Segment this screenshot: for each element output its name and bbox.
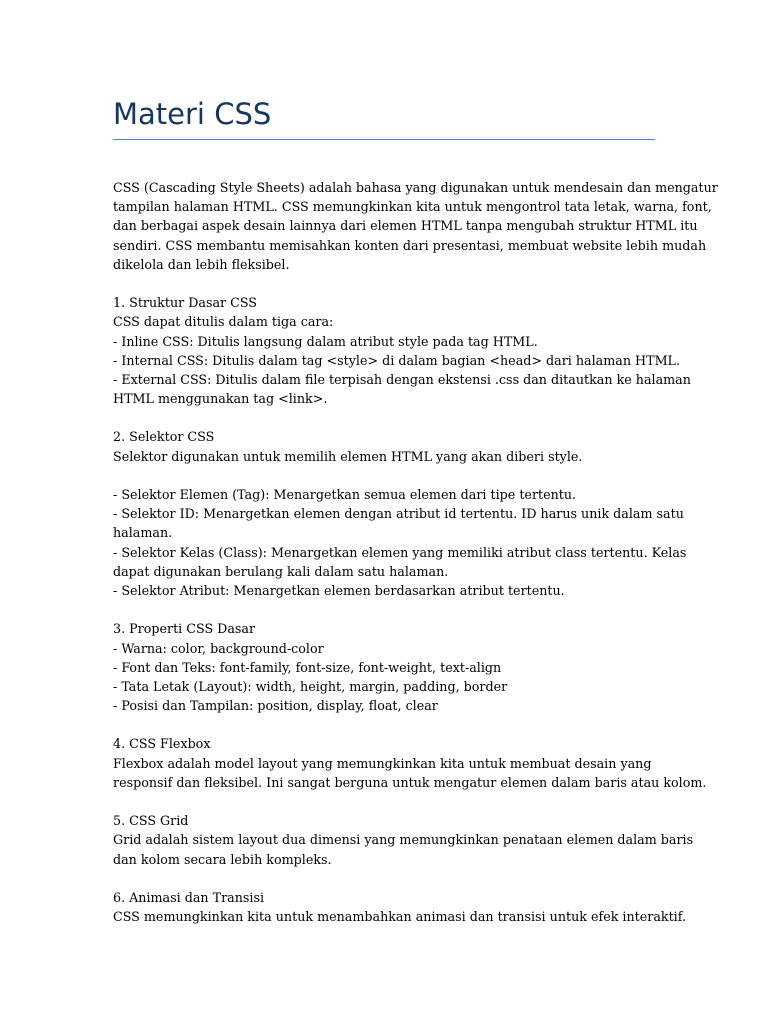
list-item: - Font dan Teks: font-family, font-size, font-weight, text-align bbox=[113, 659, 502, 675]
list-item: - External CSS: Ditulis dalam file terpisah dengan ekstensi .css dan ditautkan ke halaman bbox=[113, 371, 691, 387]
list-item: - Selektor Atribut: Menargetkan elemen berdasarkan atribut tertentu. bbox=[113, 582, 565, 598]
text-line: Flexbox adalah model layout yang memungkinkan kita untuk membuat desain yang bbox=[113, 755, 652, 771]
spacer bbox=[113, 274, 663, 293]
text-line: CSS memungkinkan kita untuk menambahkan animasi dan transisi untuk efek interaktif. bbox=[113, 909, 687, 925]
text-line: dan berbagai aspek desain lainnya dari elemen HTML tanpa mengubah struktur HTML itu bbox=[113, 218, 698, 234]
list-item: - Selektor Elemen (Tag): Menargetkan semua elemen dari tipe tertentu. bbox=[113, 487, 577, 502]
spacer bbox=[113, 869, 663, 888]
spacer bbox=[113, 600, 663, 619]
text-line: CSS (Cascading Style Sheets) adalah bahasa yang digunakan untuk mendesain dan mengatur bbox=[113, 180, 718, 195]
list-item: - Tata Letak (Layout): width, height, margin, padding, border bbox=[113, 678, 508, 694]
section-heading: 4. CSS Flexbox bbox=[113, 736, 211, 752]
section-heading: 1. Struktur Dasar CSS bbox=[113, 295, 257, 311]
intro-paragraph bbox=[113, 178, 718, 274]
section-properti bbox=[113, 619, 663, 715]
text-line: Grid adalah sistem layout dua dimensi yang memungkinkan penataan elemen dalam baris bbox=[113, 832, 694, 848]
list-item: - Warna: color, background-color bbox=[113, 640, 324, 656]
section-struktur-dasar bbox=[113, 293, 691, 408]
title-divider bbox=[113, 139, 655, 140]
text-line: dikelola dan lebih fleksibel. bbox=[113, 256, 290, 272]
text-line: sendiri. CSS membantu memisahkan konten dari presentasi, membuat website lebih mudah bbox=[113, 237, 707, 253]
spacer bbox=[113, 715, 663, 734]
spacer bbox=[113, 408, 663, 427]
section-flexbox bbox=[113, 734, 707, 792]
section-animasi bbox=[113, 888, 687, 926]
section-heading: 5. CSS Grid bbox=[113, 813, 189, 829]
spacer bbox=[113, 466, 663, 485]
text-line: halaman. bbox=[113, 525, 173, 541]
text-line: HTML menggunakan tag <link>. bbox=[113, 391, 328, 407]
document-body bbox=[113, 178, 718, 926]
spacer bbox=[113, 792, 663, 811]
text-line: CSS dapat ditulis dalam tiga cara: bbox=[113, 314, 334, 330]
text-line: dapat digunakan berulang kali dalam satu halaman. bbox=[113, 563, 449, 579]
section-selektor bbox=[113, 427, 687, 600]
list-item: - Internal CSS: Ditulis dalam tag <style> di dalam bagian <head> dari halaman HTML. bbox=[113, 352, 681, 368]
section-grid bbox=[113, 811, 694, 869]
text-line: responsif dan fleksibel. Ini sangat berguna untuk mengatur elemen dalam baris atau kolom. bbox=[113, 774, 707, 790]
list-item: - Selektor Kelas (Class): Menargetkan elemen yang memiliki atribut class tertentu. Kelas bbox=[113, 544, 687, 560]
text-line: tampilan halaman HTML. CSS memungkinkan kita untuk mengontrol tata letak, warna, font, bbox=[113, 199, 712, 215]
section-heading: 2. Selektor CSS bbox=[113, 429, 215, 445]
text-line: dan kolom secara lebih kompleks. bbox=[113, 851, 332, 867]
section-heading: 3. Properti CSS Dasar bbox=[113, 621, 256, 637]
document-title: Materi CSS bbox=[113, 97, 272, 131]
text-line: Selektor digunakan untuk memilih elemen HTML yang akan diberi style. bbox=[113, 448, 583, 464]
list-item: - Inline CSS: Ditulis langsung dalam atribut style pada tag HTML. bbox=[113, 333, 538, 349]
section-heading: 6. Animasi dan Transisi bbox=[113, 889, 265, 905]
list-item: - Selektor ID: Menargetkan elemen dengan atribut id tertentu. ID harus unik dalam satu bbox=[113, 506, 684, 522]
list-item: - Posisi dan Tampilan: position, display, float, clear bbox=[113, 698, 438, 714]
